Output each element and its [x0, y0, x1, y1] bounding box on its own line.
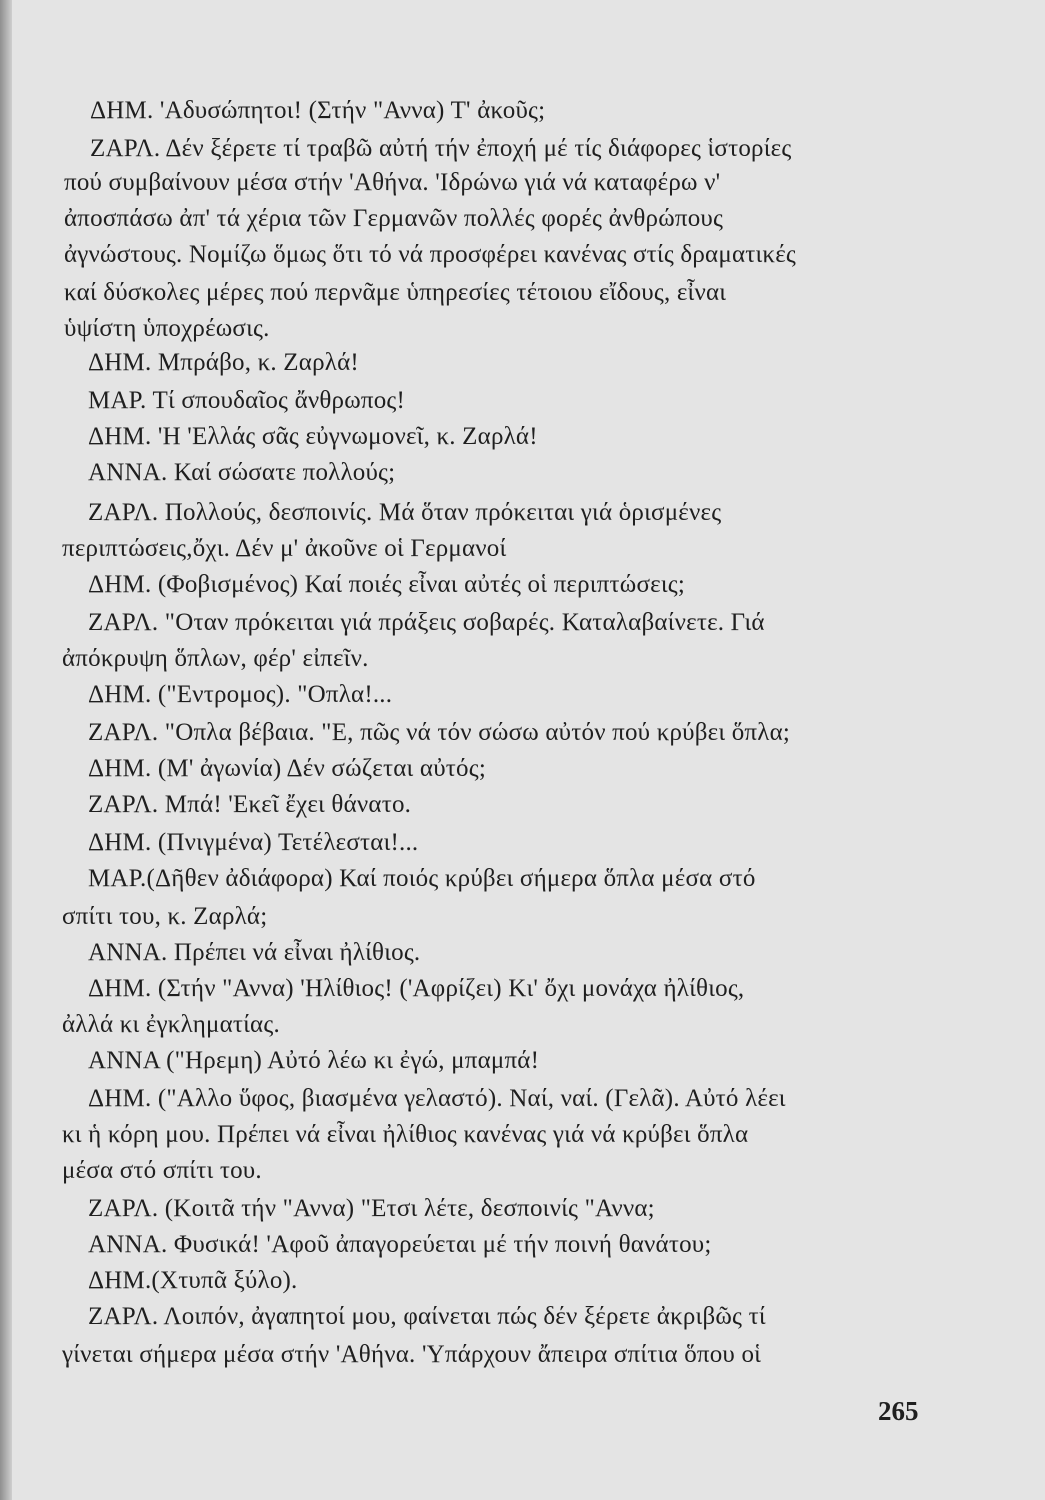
text-line: ΖΑΡΛ. Μπά! 'Εκεῖ ἔχει θάνατο. — [88, 791, 412, 818]
text-line: ΔΗΜ.(Χτυπᾶ ξύλο). — [88, 1267, 298, 1294]
text-line: ἀγνώστους. Νομίζω ὅμως ὅτι τό νά προσφέρει κανένας στίς δραματικές — [64, 241, 797, 268]
text-line: ΔΗΜ. Μπράβο, κ. Ζαρλά! — [88, 349, 359, 376]
text-line: ΔΗΜ. (Φοβισμένος) Καί ποιές εἶναι αὐτές οἱ περιπτώσεις; — [88, 571, 685, 598]
text-line: ΔΗΜ. 'Η 'Ελλάς σᾶς εὐγνωμονεῖ, κ. Ζαρλά! — [88, 423, 538, 450]
text-line: ΔΗΜ. 'Αδυσώπητοι! (Στήν "Αννα) Τ' ἀκοῦς; — [90, 97, 546, 124]
text-line: σπίτι του, κ. Ζαρλά; — [62, 903, 268, 930]
text-line: ΑΝΝΑ. Φυσικά! 'Αφοῦ ἀπαγορεύεται μέ τήν ποινή θανάτου; — [88, 1231, 712, 1258]
text-line: πού συμβαίνουν μέσα στήν 'Αθήνα. 'Ιδρώνω γιά νά καταφέρω ν' — [64, 169, 721, 196]
text-line: ΔΗΜ. ("Εντρομος). "Οπλα!... — [88, 681, 393, 708]
text-line: ἀπόκρυψη ὅπλων, φέρ' εἰπεῖν. — [62, 645, 369, 672]
text-line: περιπτώσεις,ὄχι. Δέν μ' ἀκοῦνε οἱ Γερμανοί — [62, 535, 507, 562]
spine-shadow — [0, 0, 12, 1500]
text-line: ΖΑΡΛ. Δέν ξέρετε τί τραβῶ αὐτή τήν ἐποχή μέ τίς διάφορες ἱστορίες — [90, 135, 792, 162]
text-line: ἀποσπάσω ἀπ' τά χέρια τῶν Γερμανῶν πολλές φορές ἀνθρώπους — [64, 205, 724, 232]
text-line: ΖΑΡΛ. (Κοιτᾶ τήν "Αννα) "Ετσι λέτε, δεσποινίς "Αννα; — [88, 1195, 655, 1222]
text-line: ΔΗΜ. (Πνιγμένα) Τετέλεσται!... — [88, 829, 419, 856]
text-line: ΑΝΝΑ. Πρέπει νά εἶναι ἠλίθιος. — [88, 939, 421, 966]
text-line: κι ἡ κόρη μου. Πρέπει νά εἶναι ἠλίθιος κανένας γιά νά κρύβει ὅπλα — [62, 1121, 749, 1148]
text-line: ΔΗΜ. (Μ' ἀγωνία) Δέν σώζεται αὐτός; — [88, 755, 486, 782]
text-line: ΖΑΡΛ. "Οταν πρόκειται γιά πράξεις σοβαρές. Καταλαβαίνετε. Γιά — [88, 609, 765, 636]
text-line: ΔΗΜ. (Στήν "Αννα) 'Ηλίθιος! ('Αφρίζει) Κι' ὄχι μονάχα ἠλίθιος, — [88, 975, 745, 1002]
text-line: ΜΑΡ. Τί σπουδαῖος ἄνθρωπος! — [88, 387, 406, 414]
text-line: καί δύσκολες μέρες πού περνᾶμε ὑπηρεσίες τέτοιου εἴδους, εἶναι — [64, 279, 727, 306]
text-line: ΜΑΡ.(Δῆθεν ἀδιάφορα) Καί ποιός κρύβει σήμερα ὅπλα μέσα στό — [88, 865, 756, 892]
text-line: ΖΑΡΛ. Λοιπόν, ἀγαπητοί μου, φαίνεται πώς δέν ξέρετε ἀκριβῶς τί — [88, 1303, 766, 1330]
text-line: ΑΝΝΑ. Καί σώσατε πολλούς; — [88, 459, 396, 486]
page-number: 265 — [878, 1396, 919, 1426]
text-line: γίνεται σήμερα μέσα στήν 'Αθήνα. 'Υπάρχουν ἄπειρα σπίτια ὅπου οἱ — [62, 1341, 762, 1368]
text-line: μέσα στό σπίτι του. — [62, 1157, 262, 1184]
text-line: ΖΑΡΛ. "Οπλα βέβαια. "Ε, πῶς νά τόν σώσω αὐτόν πού κρύβει ὅπλα; — [88, 719, 791, 746]
text-line: ΑΝΝΑ ("Ηρεμη) Αὐτό λέω κι ἐγώ, μπαμπά! — [88, 1047, 540, 1074]
text-line: ὑψίστη ὑποχρέωσις. — [64, 315, 270, 342]
text-line: ΔΗΜ. ("Αλλο ὕφος, βιασμένα γελαστό). Ναί, ναί. (Γελᾶ). Αὐτό λέει — [88, 1085, 786, 1112]
text-line: ΖΑΡΛ. Πολλούς, δεσποινίς. Μά ὅταν πρόκειται γιά ὁρισμένες — [88, 499, 722, 526]
text-line: ἀλλά κι ἐγκληματίας. — [62, 1011, 280, 1038]
book-page — [12, 0, 1045, 1500]
